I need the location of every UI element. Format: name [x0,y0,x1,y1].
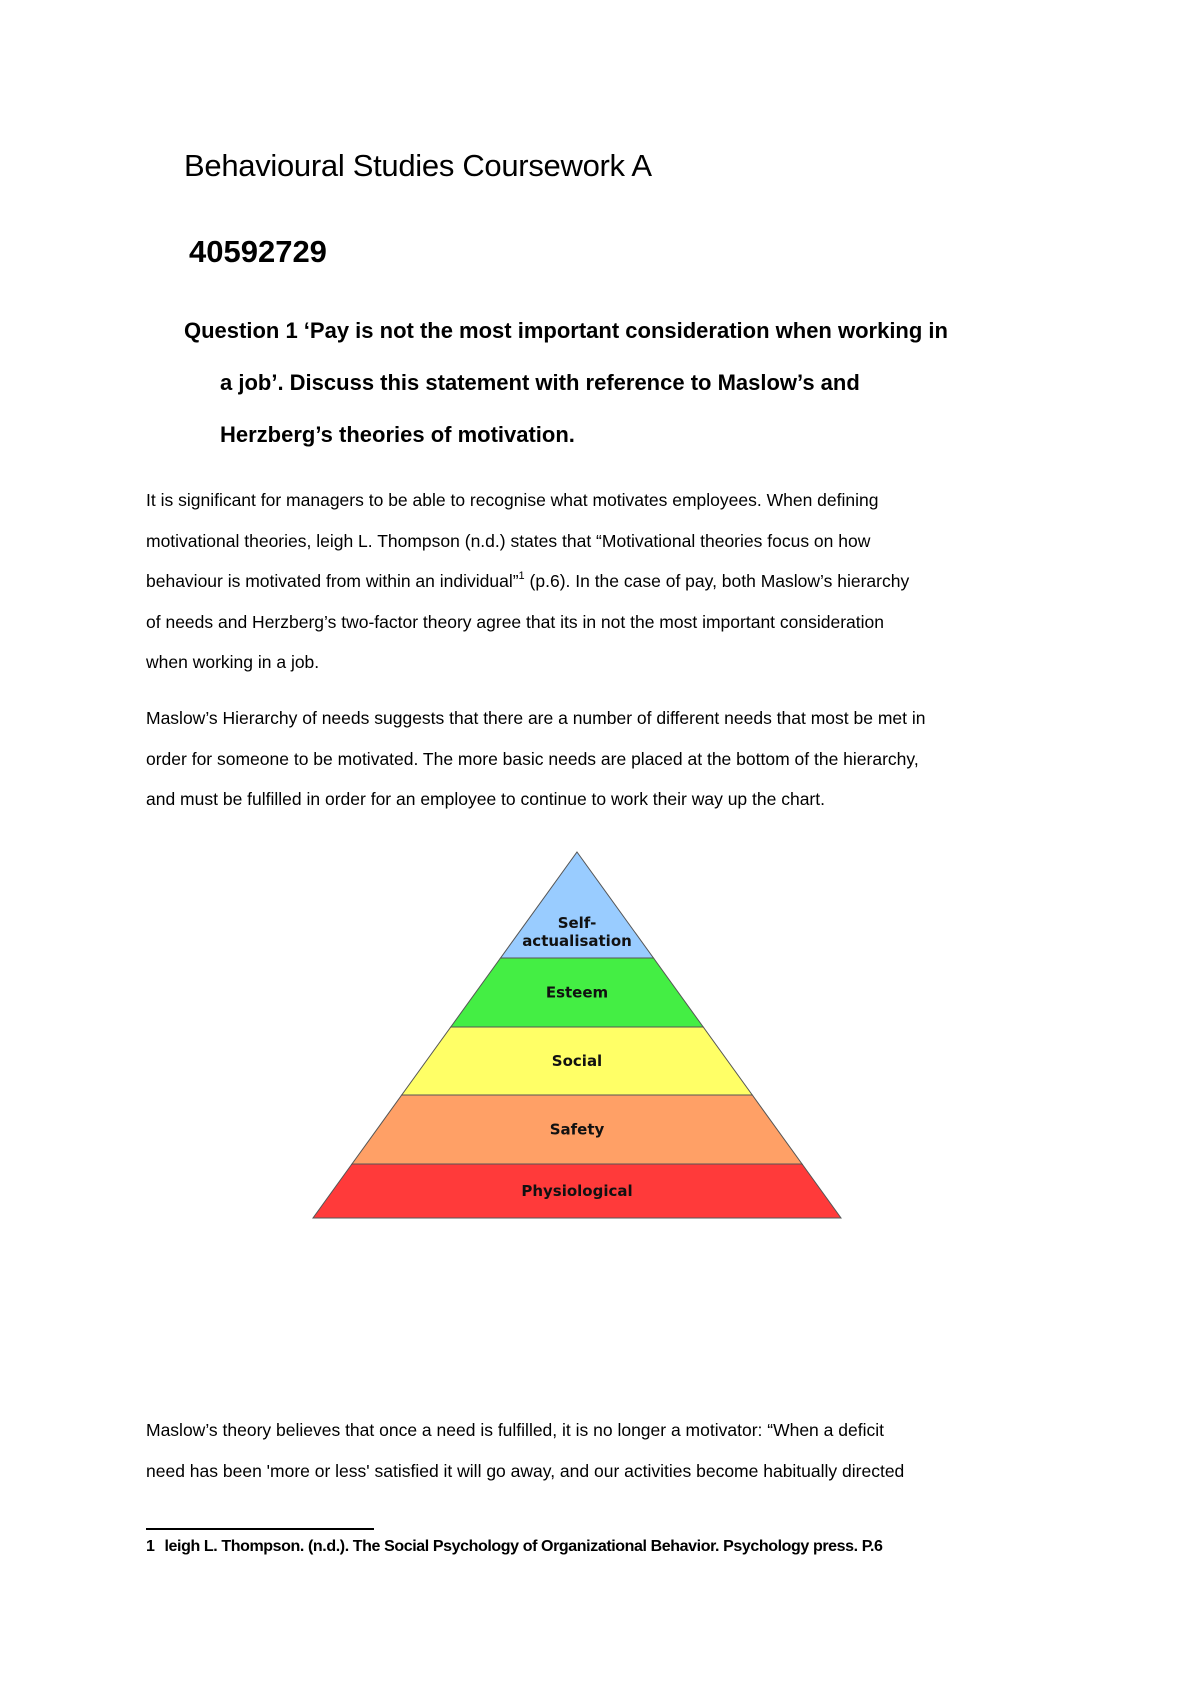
footnote-number: 1 [146,1538,155,1555]
footnote-separator [146,1528,374,1530]
footnote [146,1538,883,1556]
text-line: Maslow’s theory believes that once a need is fulfilled, it is no longer a motivator: “When a deficit [146,1420,884,1440]
text-line: when working in a job. [146,652,320,672]
text-line: Maslow’s Hierarchy of needs suggests that there are a number of different needs that most be met in [146,708,926,728]
maslow-pyramid-diagram [310,846,844,1226]
text-segment: behaviour is motivated from within an individual” [146,571,519,591]
paragraph-maslow-hierarchy [146,698,1066,820]
paragraph-maslow-theory [146,1410,1066,1491]
text-line: It is significant for managers to be able to recognise what motivates employees. When defining [146,490,879,510]
footnote-reference: 1 [518,570,525,582]
text-line: motivational theories, leigh L. Thompson (n.d.) states that “Motivational theories focus on how [146,530,871,551]
student-id: 40592729 [189,234,327,269]
text-line: and must be fulfilled in order for an employee to continue to work their way up the chart. [146,789,825,809]
pyramid-level-label: Esteem [545,983,609,1002]
text-line: need has been 'more or less' satisfied it will go away, and our activities become habitually directed [146,1460,905,1481]
text-line: of needs and Herzberg’s two-factor theory agree that its in not the most important consideration [146,611,884,632]
question-line: Question 1 ‘Pay is not the most important consideration when working in [184,318,948,343]
question-line: a job’. Discuss this statement with reference to Maslow’s and [220,370,860,395]
text-line [146,561,1066,602]
pyramid-level-label: Physiological [521,1182,633,1200]
footnote-text: leigh L. Thompson. (n.d.). The Social Psychology of Organizational Behavior. Psychology press. P.6 [164,1538,883,1555]
pyramid-level-label: Social [551,1052,603,1070]
pyramid-level-label: Self- [557,914,597,932]
document-title: Behavioural Studies Coursework A [184,148,652,183]
pyramid-level-label: actualisation [522,932,632,950]
question-heading [184,312,1064,468]
pyramid-svg [310,846,844,1226]
question-line: Herzberg’s theories of motivation. [220,422,575,447]
text-line: order for someone to be motivated. The more basic needs are placed at the bottom of the hierarchy, [146,748,919,769]
paragraph-intro [146,480,1066,683]
pyramid-level-label: Safety [549,1120,605,1139]
text-segment: (p.6). In the case of pay, both Maslow’s hierarchy [524,571,910,591]
